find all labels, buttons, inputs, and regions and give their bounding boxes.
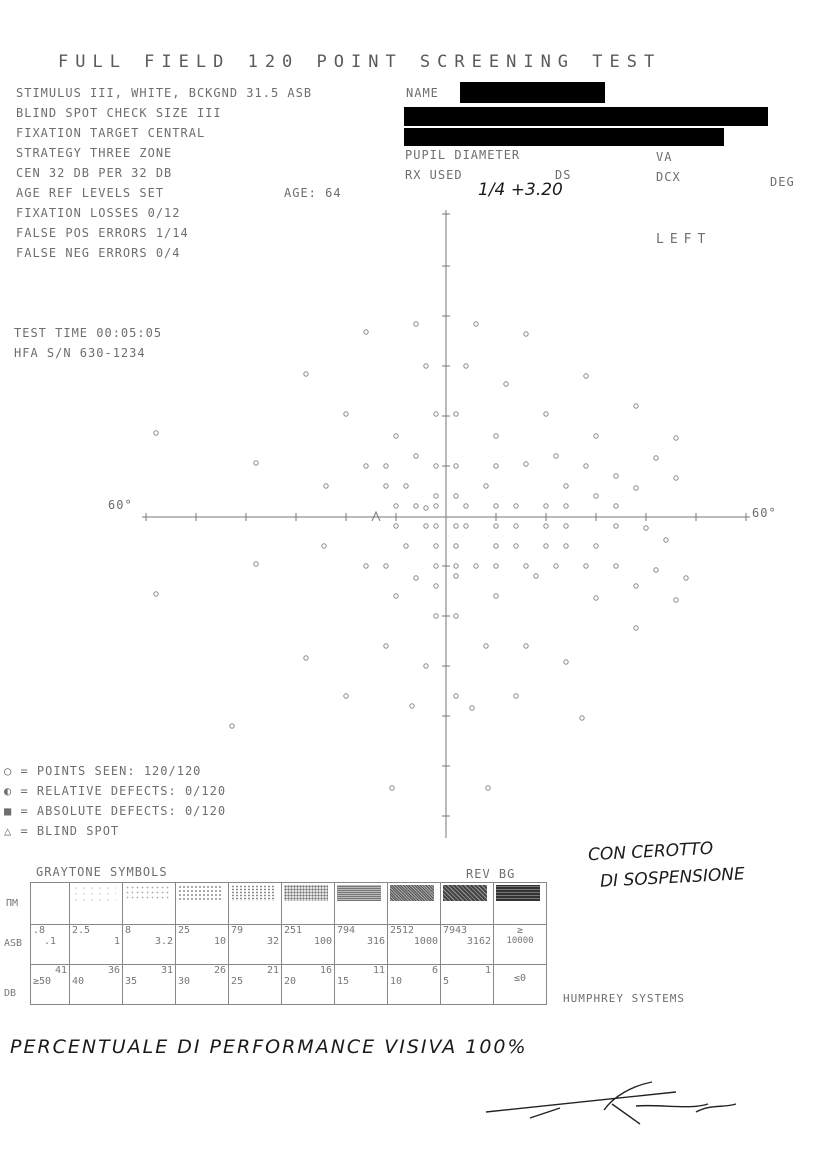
test-time: TEST TIME 00:05:05 bbox=[14, 326, 163, 340]
asb-top-3: 25 bbox=[178, 925, 191, 936]
db-bottom-3: 30 bbox=[178, 976, 191, 987]
axis-label-right: 60° bbox=[752, 506, 777, 520]
asb-bottom-1: 1 bbox=[113, 936, 120, 947]
fixation-target-line: FIXATION TARGET CENTRAL bbox=[16, 126, 206, 140]
asb-top-7: 2512 bbox=[390, 925, 415, 936]
db-top-5: 16 bbox=[319, 965, 332, 976]
legend-points-seen: ○ = POINTS SEEN: 120/120 bbox=[4, 764, 202, 778]
db-top-3: 26 bbox=[213, 965, 226, 976]
age-ref-line: AGE REF LEVELS SET bbox=[16, 186, 165, 200]
axis-label-left: 60° bbox=[108, 498, 133, 512]
row-label-db: DB bbox=[4, 988, 17, 999]
asb-bottom-3: 10 bbox=[213, 936, 226, 947]
db-bottom-7: 10 bbox=[390, 976, 403, 987]
strategy-line: STRATEGY THREE ZONE bbox=[16, 146, 173, 160]
db-top-0: 41 bbox=[54, 965, 67, 976]
db-top-2: 31 bbox=[160, 965, 173, 976]
report-title: FULL FIELD 120 POINT SCREENING TEST bbox=[58, 52, 662, 72]
db-bottom-0: ≥50 bbox=[33, 976, 52, 987]
graytone-title: GRAYTONE SYMBOLS bbox=[36, 865, 168, 879]
rx-handwritten: 1/4 +3.20 bbox=[478, 180, 563, 200]
asb-bottom-2: 3.2 bbox=[154, 936, 173, 947]
stimulus-line: STIMULUS III, WHITE, BCKGND 31.5 ASB bbox=[16, 86, 313, 100]
cen-per-line: CEN 32 DB PER 32 DB bbox=[16, 166, 173, 180]
db-bottom-6: 15 bbox=[337, 976, 350, 987]
asb-top-6: 794 bbox=[337, 925, 356, 936]
row-label-asb: ASB bbox=[4, 938, 23, 949]
serial-number: HFA S/N 630-1234 bbox=[14, 346, 146, 360]
db-bottom-4: 25 bbox=[231, 976, 244, 987]
asb-bottom-5: 100 bbox=[313, 936, 332, 947]
legend-blind-spot: △ = BLIND SPOT bbox=[4, 824, 120, 838]
handwritten-note-line-1: CON CEROTTO bbox=[587, 838, 714, 866]
blind-spot-line: BLIND SPOT CHECK SIZE III bbox=[16, 106, 222, 120]
asb-bottom-4: 32 bbox=[266, 936, 279, 947]
rev-bg-label: REV BG bbox=[466, 867, 516, 881]
handwritten-note-line-2: DI SOSPENSIONE bbox=[599, 864, 746, 892]
db-top-9: ≤0 bbox=[513, 973, 527, 984]
db-bottom-1: 40 bbox=[72, 976, 85, 987]
asb-bottom-0: .1 bbox=[43, 936, 57, 947]
false-pos-line: FALSE POS ERRORS 1/14 bbox=[16, 226, 189, 240]
db-top-6: 11 bbox=[372, 965, 385, 976]
asb-bottom-8: 3162 bbox=[466, 936, 491, 947]
deg-label: DEG bbox=[770, 175, 795, 189]
db-bottom-2: 35 bbox=[125, 976, 138, 987]
asb-top-2: 8 bbox=[125, 925, 132, 936]
va-label: VA bbox=[656, 150, 673, 164]
db-top-4: 21 bbox=[266, 965, 279, 976]
eye-label: LEFT bbox=[656, 232, 712, 247]
asb-top-9: ≥ bbox=[516, 925, 524, 936]
asb-bottom-9: 10000 bbox=[506, 936, 534, 946]
false-neg-line: FALSE NEG ERRORS 0/4 bbox=[16, 246, 181, 260]
asb-bottom-7: 1000 bbox=[413, 936, 438, 947]
db-top-7: 6 bbox=[431, 965, 438, 976]
fixation-losses-line: FIXATION LOSSES 0/12 bbox=[16, 206, 181, 220]
asb-top-1: 2.5 bbox=[72, 925, 91, 936]
db-bottom-8: 5 bbox=[443, 976, 450, 987]
ds-label: DS bbox=[555, 168, 572, 182]
db-top-8: 1 bbox=[484, 965, 491, 976]
db-top-1: 36 bbox=[107, 965, 120, 976]
dcx-label: DCX bbox=[656, 170, 681, 184]
name-label: NAME bbox=[406, 86, 439, 100]
asb-top-0: .8 bbox=[33, 925, 46, 936]
asb-top-8: 7943 bbox=[443, 925, 468, 936]
pupil-diameter-label: PUPIL DIAMETER bbox=[405, 148, 521, 162]
legend-absolute-defects: ■ = ABSOLUTE DEFECTS: 0/120 bbox=[4, 804, 227, 818]
asb-top-4: 79 bbox=[231, 925, 244, 936]
performance-note: PERCENTUALE DI PERFORMANCE VISIVA 100% bbox=[10, 1036, 528, 1058]
legend-relative-defects: ◐ = RELATIVE DEFECTS: 0/120 bbox=[4, 784, 227, 798]
rx-used-label: RX USED bbox=[405, 168, 463, 182]
db-bottom-5: 20 bbox=[284, 976, 297, 987]
age-label: AGE: 64 bbox=[284, 186, 342, 200]
manufacturer-label: HUMPHREY SYSTEMS bbox=[563, 992, 685, 1005]
asb-bottom-6: 316 bbox=[366, 936, 385, 947]
asb-top-5: 251 bbox=[284, 925, 303, 936]
row-label-pm: ΠM bbox=[6, 898, 19, 909]
